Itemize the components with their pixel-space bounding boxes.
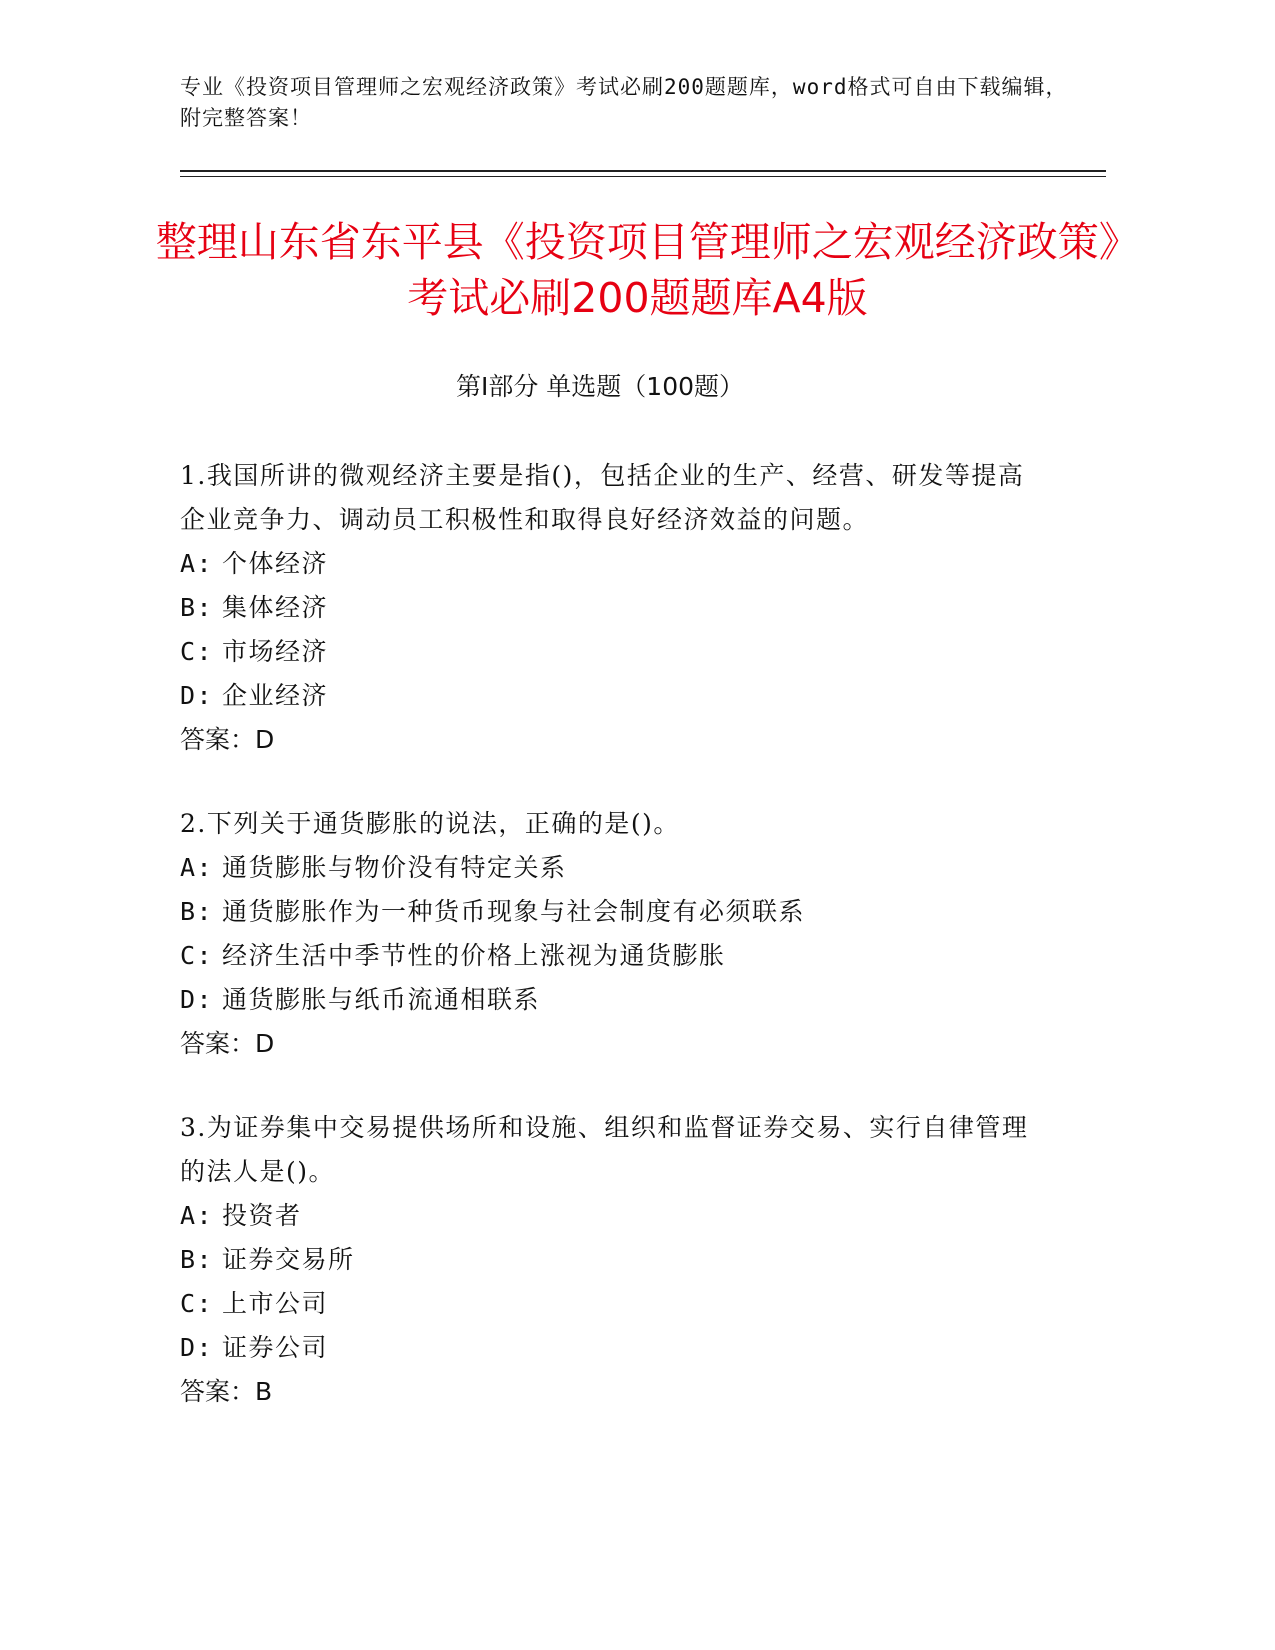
answer-text: 答案：D: [180, 1029, 275, 1058]
option-letter: D:: [180, 985, 214, 1014]
option-letter: B:: [180, 593, 214, 622]
option-text: 证券公司: [222, 1333, 329, 1362]
question-3: [180, 1106, 1030, 1414]
option-a: [180, 846, 1030, 890]
option-letter: A:: [180, 549, 214, 578]
option-text: 通货膨胀与纸币流通相联系: [222, 985, 541, 1014]
section-title: 第Ⅰ部分 单选题（100题）: [455, 372, 745, 401]
option-letter: D:: [180, 1333, 214, 1362]
answer-text: 答案：B: [180, 1377, 273, 1406]
option-letter: C:: [180, 637, 214, 666]
option-c: [180, 630, 1030, 674]
question-stem: 3.为证券集中交易提供场所和设施、组织和监督证券交易、实行自律管理的法人是()。: [180, 1113, 1029, 1186]
option-letter: C:: [180, 1289, 214, 1318]
option-text: 投资者: [222, 1201, 302, 1230]
option-c: [180, 1282, 1030, 1326]
document-title: 整理山东省东平县《投资项目管理师之宏观经济政策》考试必刷200题题库A4版: [155, 218, 1120, 322]
option-text: 通货膨胀与物价没有特定关系: [222, 853, 567, 882]
option-d: [180, 674, 1030, 718]
answer-text: 答案：D: [180, 725, 275, 754]
option-b: [180, 890, 1030, 934]
option-letter: C:: [180, 941, 214, 970]
option-b: [180, 1238, 1030, 1282]
header-divider-thin: [180, 176, 1106, 177]
option-text: 证券交易所: [222, 1245, 355, 1274]
option-text: 企业经济: [222, 681, 329, 710]
option-a: [180, 1194, 1030, 1238]
header-divider-thick: [180, 170, 1106, 172]
option-text: 个体经济: [222, 549, 329, 578]
question-2: [180, 802, 1030, 1066]
question-stem: 2.下列关于通货膨胀的说法，正确的是()。: [180, 809, 680, 838]
option-text: 通货膨胀作为一种货币现象与社会制度有必须联系: [222, 897, 806, 926]
option-text: 经济生活中季节性的价格上涨视为通货膨胀: [222, 941, 726, 970]
option-text: 集体经济: [222, 593, 329, 622]
option-text: 上市公司: [222, 1289, 329, 1318]
option-c: [180, 934, 1030, 978]
option-d: [180, 1326, 1030, 1370]
option-letter: D:: [180, 681, 214, 710]
option-a: [180, 542, 1030, 586]
option-b: [180, 586, 1030, 630]
question-1: [180, 454, 1030, 762]
intro-text: 专业《投资项目管理师之宏观经济政策》考试必刷200题题库，word格式可自由下载编辑，附完整答案！: [180, 75, 1068, 130]
question-stem: 1.我国所讲的微观经济主要是指()，包括企业的生产、经营、研发等提高企业竞争力、调动员工积极性和取得良好经济效益的问题。: [180, 461, 1025, 534]
option-d: [180, 978, 1030, 1022]
option-letter: A:: [180, 1201, 214, 1230]
option-text: 市场经济: [222, 637, 329, 666]
option-letter: A:: [180, 853, 214, 882]
option-letter: B:: [180, 897, 214, 926]
option-letter: B:: [180, 1245, 214, 1274]
